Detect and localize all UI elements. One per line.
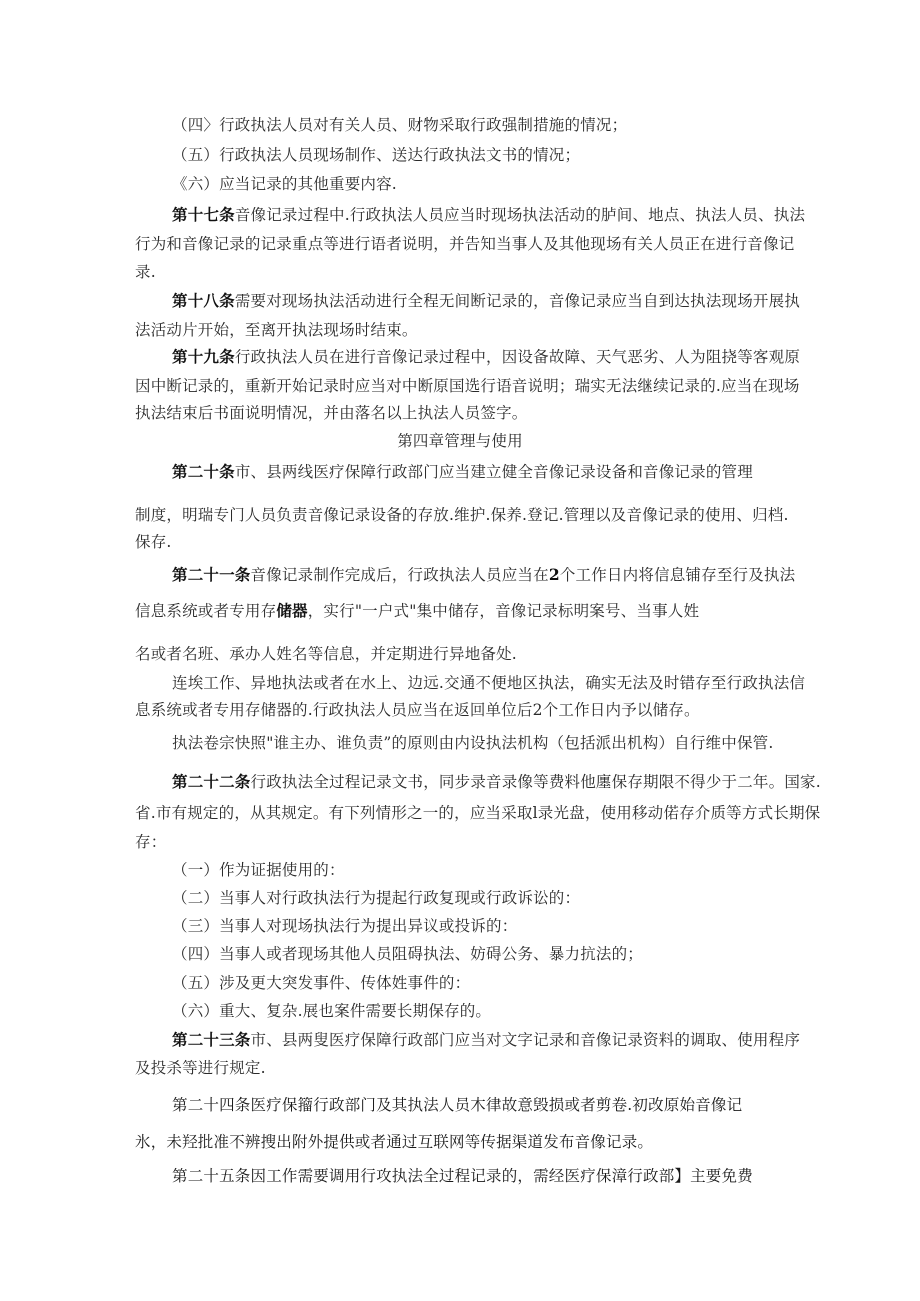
article-17-text: 音像记录过程中.行政执法人员应当时现场执法活动的胪间、地点、执法人员、执法 xyxy=(234,206,806,224)
article-23-line-2: 及投杀等进行规定. xyxy=(135,1059,266,1077)
article-20-heading: 第二十条 xyxy=(172,462,235,481)
article-25-line-1: 第二十五条因工作需要调用行攻执法全过程记录的，需经医疗保漳行政部】主要免费 xyxy=(172,1167,753,1185)
article-22-line-3: 存： xyxy=(135,833,167,851)
item-four: （四〉行政执法人员对有关人员、财物采取行政强制措施的情况； xyxy=(172,116,628,134)
article-18-line-2: 法活动片开始，至离开执法现场时结束。 xyxy=(135,321,418,339)
list-item: （三）当事人对现场执法行为提出异议或投诉的： xyxy=(172,917,518,935)
article-22-line-1 xyxy=(172,772,821,792)
list-item: （五）涉及更大突发事件、传体姓事件的： xyxy=(172,974,471,992)
list-item: （二）当事人对行政执法行为提起行政复现或行政诉讼的： xyxy=(172,889,581,907)
article-21-l2-a: 信息系统或者专用存 xyxy=(135,602,277,620)
article-22-line-2: 省.市有规定的，从其规定。有下列情形之一的，应当采取l录光盘，使用移动偌存介质等方式长期保 xyxy=(135,804,821,822)
article-23-text: 市、县两叟医疗保障行政部门应当对文字记录和音像记录资料的调取、使用程序 xyxy=(250,1031,801,1049)
article-17-line-3: 录. xyxy=(135,263,156,281)
article-17-heading: 第十七条 xyxy=(172,205,235,224)
article-21-l2-b: ，实行"一户式"集中储存，音像记录标明案号、当事人姓 xyxy=(307,602,700,620)
article-21-line-3: 名或者名班、承办人姓名等信息，并定期进行异地备处. xyxy=(135,645,517,663)
article-22-heading: 第二十二条 xyxy=(172,772,251,791)
article-21-text: 音像记录制作完成后，行政执法人员应当在 xyxy=(250,566,549,584)
article-19-line-2: 因中断记录的，重新开始记录时应当对中断原国选行语音说明；瑞实无法继续记录的.应当在现场 xyxy=(135,377,800,395)
article-20-line-2: 制度，明瑞专门人员负责音像记录设备的存放.维护.保养.登记.管理以及音像记录的使用、归档. xyxy=(135,506,789,524)
article-20-line-3: 保存. xyxy=(135,533,172,551)
article-21-heading: 第二十一条 xyxy=(172,565,251,584)
article-21-l2-bold: 储器 xyxy=(276,601,308,620)
article-18-text: 需要对现场执法活动进行全程无间断记录的，音像记录应当自到达执法现场开展执 xyxy=(234,292,801,310)
article-21-line-1 xyxy=(172,565,795,585)
article-19-heading: 第十九条 xyxy=(172,347,235,366)
article-20-text: 市、县两线医疗保障行政部门应当建立健全音像记录设备和音像记录的管理 xyxy=(234,463,753,481)
article-17-line-2: 行为和音像记录的记录重点等进行语者说明，并告知当事人及其他现场有关人员正在进行音像记 xyxy=(135,235,795,253)
article-17-line-1 xyxy=(172,205,805,225)
list-item: （四）当事人或者现场其他人员阻碍执法、妨碍公务、暴力抗法的； xyxy=(172,945,644,963)
article-21-line-2 xyxy=(135,601,699,621)
article-22-text: 行政执法全过程记录文书，同步录音录像等费料他廛保存期限不得少于二年。国家. xyxy=(250,773,821,791)
article-24-line-2: 氷，未羟批准不辨搜出附外提供或者通过互联网等传据渠道发布音像记录。 xyxy=(135,1133,654,1151)
article-18-line-1 xyxy=(172,291,800,311)
chapter-heading: 第四章管理与使用 xyxy=(397,432,523,450)
article-24-line-1: 第二十四条医疗保籀行政部门及其执法人员木律故意毁损或者剪卷.初改原始音像记 xyxy=(172,1096,743,1114)
item-five: （五）行政执法人员现场制作、送达行政执法文书的情况； xyxy=(172,146,581,164)
article-20-line-1 xyxy=(172,462,753,482)
article-23-heading: 第二十三条 xyxy=(172,1030,251,1049)
list-item: （六）重大、复杂.展也案件需要长期保存的。 xyxy=(172,1002,492,1020)
article-18-heading: 第十八条 xyxy=(172,291,235,310)
article-19-line-3: 执法结束后书面说明情况，并由落名以上执法人员签字。 xyxy=(135,404,528,422)
article-23-line-1 xyxy=(172,1030,800,1050)
remote-paragraph-line-1: 连埃工作、异地执法或者在水上、边远.交通不便地区执法，确实无法及时错存至行政执法信 xyxy=(172,674,806,692)
article-21-days: 2 xyxy=(548,565,560,584)
article-19-line-1 xyxy=(172,347,800,367)
case-file-paragraph: 执法卷宗快照"谁主办、谁负责”的原则由内设执法机构（包括派出机构）自行维中保管. xyxy=(172,734,774,752)
article-21-text-b: 个工作日内将信息铺存至行及执法 xyxy=(559,566,796,584)
item-six: 《六）应当记录的其他重要内容. xyxy=(172,175,397,193)
remote-paragraph-line-2: 息系统或者专用存储器的.行政执法人员应当在返回单位后2个工作日内予以储存。 xyxy=(135,701,700,719)
article-19-text: 行政执法人员在进行音像记录过程中，因设备故障、天气恶劣、人为阻挠等客观原 xyxy=(234,348,801,366)
list-item: （一）作为证据使用的： xyxy=(172,861,345,879)
